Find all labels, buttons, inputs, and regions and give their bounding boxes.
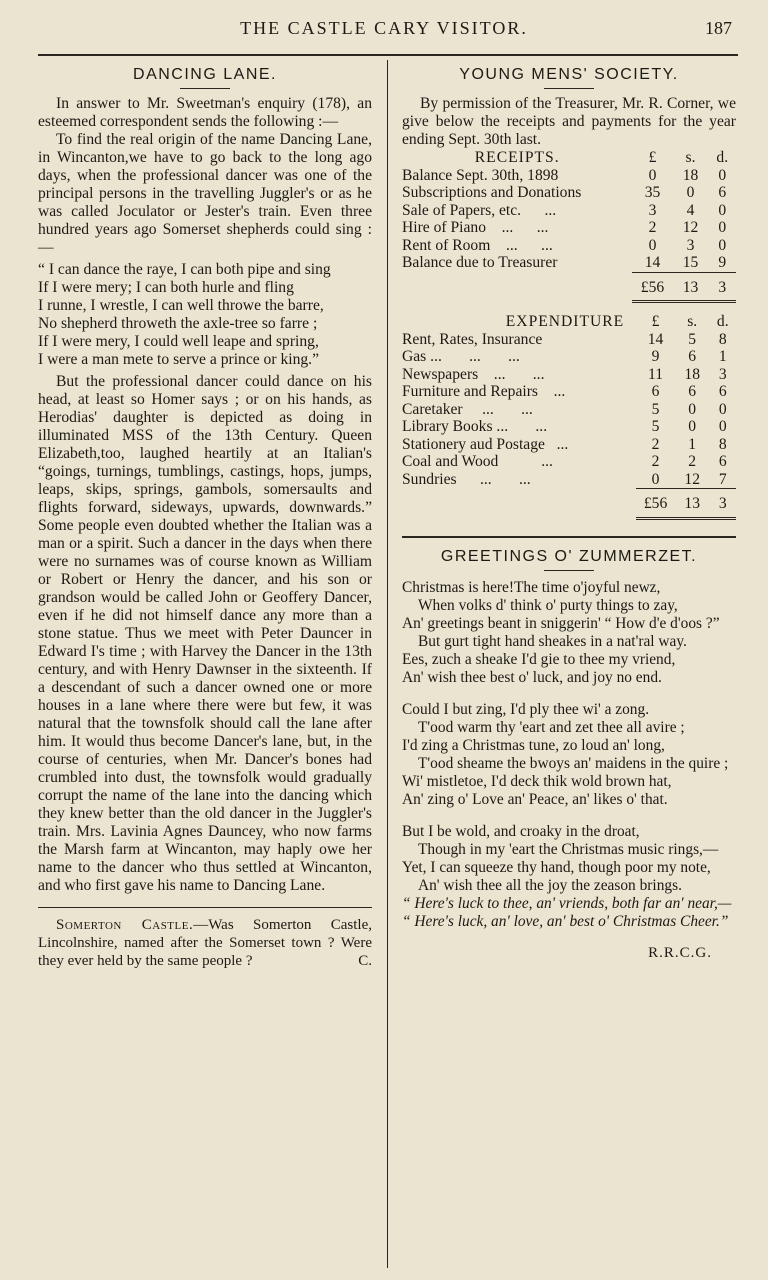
amount-shillings: 6 bbox=[688, 348, 697, 365]
poem-line: When volks d' think o' purty things to zay, bbox=[418, 596, 678, 614]
greetings-poem bbox=[402, 579, 736, 931]
title-rule bbox=[180, 88, 230, 89]
title-rule bbox=[544, 88, 594, 89]
amount-pounds: 2 bbox=[651, 453, 660, 470]
account-row bbox=[402, 167, 736, 185]
poem-line: T'ood sheame the bwoys an' maidens in the quire ; bbox=[418, 754, 729, 772]
amount-shillings: 12 bbox=[682, 219, 699, 236]
col-shillings: s. bbox=[685, 149, 696, 166]
amount-shillings: 0 bbox=[688, 400, 697, 418]
receipts-heading: RECEIPTS. bbox=[474, 149, 560, 166]
verse-line: No shepherd throweth the axle-tree so farre ; bbox=[38, 315, 318, 332]
total-pounds: £56 bbox=[636, 489, 675, 519]
expenditure-total-row bbox=[402, 489, 736, 519]
account-row bbox=[402, 184, 736, 202]
section-rule bbox=[402, 536, 736, 538]
verse-line: I runne, I wrestle, I can well throwe the barre, bbox=[38, 297, 324, 314]
amount-pounds: 6 bbox=[651, 383, 660, 400]
column-rule bbox=[387, 60, 388, 1268]
col-pounds: £ bbox=[651, 313, 660, 330]
amount-pence: 1 bbox=[718, 348, 727, 365]
somerton-text: —Was Somerton Castle, Lincolnshire, named after the Somerset town ? Were they ever held by the same people ? bbox=[38, 917, 372, 969]
col-pence: d. bbox=[716, 149, 729, 166]
amount-pounds: 5 bbox=[651, 418, 660, 435]
amount-shillings: 18 bbox=[684, 365, 700, 383]
paragraph: But the professional dancer could dance on his head, at least so Homer says ; or on his hands, as Herodias' daughter is depicted as doing in illuminated MSS of the 13th Century. Queen Elizabeth,too, laughed heartily at an Italian's “goings, turnings, tumblings, castings, hops, jumps, leaps, skips, springs, gambols, somersaults and flights forward, sideways, upwards, downwards.” Some people even doubted whether the Italian was a man or a spirit. Such a dancer in the days when there were no surnames was of course known as William or Robert or Henry the dancer, and his son or grandson would be called John or Geoffery Dancer, even if he did not himself dance any more than a stone statue. Thus we meet with Peter Dauncer in Edward I's time ; with Harvey the Dancer in the 13th century, and with Henry Dawnser in the sixteenth. If a descendant of such a dancer owned one or more houses in a lane where there were but few, it was natural that the townsfolk should call the lane after him. It would thus become Dancer's lane, but, in the course of centuries, when Mr. Dancer's bones had crumbled into dust, the townsfolk would gradually corrupt the name of the lane into the dancing which they knew better than the old dancer in the Juggler's train. Mrs. Lavinia Agnes Dauncey, who now farms the Marsh farm at Wincanton, may haply owe her name to the dancer who thus settled at Wincanton, and who first gave his name to Dancing Lane. bbox=[38, 373, 372, 894]
dancing-lane-title: DANCING LANE. bbox=[133, 66, 277, 83]
amount-pounds: 0 bbox=[648, 236, 657, 254]
poem-line: But gurt tight hand sheakes in a nat'ral way. bbox=[418, 632, 687, 650]
header-rule bbox=[38, 54, 738, 56]
receipts-total-row bbox=[402, 272, 736, 302]
account-item: Newspapers ... ... bbox=[402, 365, 545, 383]
total-pence: 3 bbox=[710, 489, 737, 519]
somerton-lead: Somerton Castle. bbox=[56, 917, 194, 933]
account-item: Sale of Papers, etc. ... bbox=[402, 201, 557, 219]
poem-line: An' wish thee best o' luck, and joy no end. bbox=[402, 668, 662, 686]
amount-pence: 9 bbox=[718, 254, 727, 271]
right-column bbox=[402, 58, 736, 962]
amount-pounds: 3 bbox=[648, 201, 657, 219]
amount-pounds: 2 bbox=[648, 219, 657, 236]
account-item: Rent of Room ... ... bbox=[402, 236, 553, 254]
amount-shillings: 3 bbox=[686, 236, 695, 254]
amount-pence: 0 bbox=[718, 236, 727, 254]
account-item: Subscriptions and Donations bbox=[402, 184, 582, 201]
running-head bbox=[0, 14, 768, 44]
amount-pence: 7 bbox=[718, 470, 727, 488]
poem-line: Wi' mistletoe, I'd deck thik wold brown hat, bbox=[402, 772, 672, 790]
amount-shillings: 0 bbox=[688, 418, 697, 435]
left-column bbox=[38, 58, 372, 970]
poem-line: “ Here's luck, an' love, an' best o' Christmas Cheer.” bbox=[402, 912, 729, 930]
account-item: Gas ... ... ... bbox=[402, 348, 520, 365]
account-item: Balance Sept. 30th, 1898 bbox=[402, 166, 559, 184]
account-row bbox=[402, 436, 736, 454]
amount-pence: 8 bbox=[718, 435, 727, 453]
amount-pence: 0 bbox=[718, 166, 727, 184]
amount-pounds: 9 bbox=[651, 348, 660, 365]
account-row bbox=[402, 383, 736, 401]
amount-shillings: 0 bbox=[686, 184, 695, 201]
poem-line: I'd zing a Christmas tune, zo loud an' long, bbox=[402, 736, 665, 754]
receipts-table bbox=[402, 149, 736, 303]
col-pence: d. bbox=[716, 313, 729, 330]
account-item: Hire of Piano ... ... bbox=[402, 219, 549, 236]
signature: R.R.C.G. bbox=[648, 944, 712, 961]
poem-line: T'ood warm thy 'eart and zet thee all avire ; bbox=[418, 718, 685, 736]
amount-shillings: 5 bbox=[688, 330, 697, 348]
expenditure-rows bbox=[402, 331, 736, 489]
page-number: 187 bbox=[705, 18, 732, 38]
poem-line: Christmas is here!The time o'joyful newz, bbox=[402, 578, 661, 596]
verse-line: I were a man mete to serve a prince or king.” bbox=[38, 351, 319, 368]
amount-shillings: 18 bbox=[682, 166, 699, 184]
account-row bbox=[402, 237, 736, 255]
account-row bbox=[402, 366, 736, 384]
poem-line: Could I but zing, I'd ply thee wi' a zong. bbox=[402, 700, 650, 718]
amount-shillings: 2 bbox=[688, 453, 697, 470]
amount-pence: 8 bbox=[718, 330, 727, 348]
poem-line: Yet, I can squeeze thy hand, though poor my note, bbox=[402, 858, 711, 876]
shepherd-verse bbox=[38, 261, 372, 369]
total-shillings: 13 bbox=[675, 489, 710, 519]
section-rule bbox=[38, 907, 372, 908]
poem-line: An' zing o' Love an' Peace, an' likes o' that. bbox=[402, 790, 668, 808]
account-item: Furniture and Repairs ... bbox=[402, 383, 566, 400]
amount-pence: 0 bbox=[718, 219, 727, 236]
total-shillings: 13 bbox=[673, 272, 709, 302]
account-item: Library Books ... ... bbox=[402, 418, 548, 435]
verse-line: “ I can dance the raye, I can both pipe and sing bbox=[38, 261, 331, 278]
amount-pence: 6 bbox=[718, 383, 727, 400]
account-row bbox=[402, 471, 736, 489]
account-row bbox=[402, 331, 736, 349]
account-row bbox=[402, 348, 736, 366]
running-title: THE CASTLE CARY VISITOR. bbox=[240, 18, 528, 38]
poem-stanza bbox=[402, 823, 736, 931]
amount-pence: 6 bbox=[718, 184, 727, 201]
amount-pounds: 14 bbox=[644, 254, 661, 271]
total-pence: 3 bbox=[708, 272, 736, 302]
amount-pounds: 5 bbox=[651, 400, 660, 418]
poem-line: Though in my 'eart the Christmas music rings,— bbox=[418, 840, 719, 858]
account-row bbox=[402, 453, 736, 471]
poem-line: Ees, zuch a sheake I'd gie to thee my vriend, bbox=[402, 650, 676, 668]
amount-shillings: 15 bbox=[682, 254, 699, 271]
poem-line: An' wish thee all the joy the zeason brings. bbox=[418, 876, 682, 894]
expenditure-table bbox=[402, 313, 736, 520]
amount-pence: 6 bbox=[718, 453, 727, 470]
col-shillings: s. bbox=[687, 313, 698, 330]
account-row bbox=[402, 219, 736, 237]
verse-line: If I were mery; I can both hurle and fling bbox=[38, 279, 294, 296]
amount-pence: 3 bbox=[718, 365, 727, 383]
account-item: Coal and Wood ... bbox=[402, 453, 553, 470]
amount-shillings: 4 bbox=[686, 201, 695, 219]
poem-line: “ Here's luck to thee, an' vriends, both far an' near,— bbox=[402, 894, 732, 912]
amount-pounds: 11 bbox=[648, 365, 664, 383]
account-item: Balance due to Treasurer bbox=[402, 254, 558, 271]
account-row bbox=[402, 254, 736, 272]
account-item: Rent, Rates, Insurance bbox=[402, 330, 543, 348]
poem-stanza bbox=[402, 579, 736, 687]
account-row bbox=[402, 418, 736, 436]
ymsociety-title: YOUNG MENS' SOCIETY. bbox=[459, 66, 679, 83]
amount-pounds: 35 bbox=[644, 184, 661, 201]
paragraph: In answer to Mr. Sweetman's enquiry (178), an esteemed correspondent sends the following :— bbox=[38, 95, 372, 130]
account-item: Stationery aud Postage ... bbox=[402, 435, 569, 453]
amount-pounds: 0 bbox=[648, 166, 657, 184]
account-item: Caretaker ... ... bbox=[402, 400, 533, 418]
amount-shillings: 6 bbox=[688, 383, 697, 400]
greetings-title: GREETINGS O' ZUMMERZET. bbox=[440, 547, 698, 565]
poem-stanza bbox=[402, 701, 736, 809]
account-row bbox=[402, 202, 736, 220]
somerton-initial: C. bbox=[358, 953, 372, 969]
poem-line: But I be wold, and croaky in the droat, bbox=[402, 822, 640, 840]
amount-pence: 0 bbox=[718, 400, 727, 418]
title-rule bbox=[544, 570, 594, 571]
amount-shillings: 1 bbox=[688, 435, 697, 453]
amount-pence: 0 bbox=[718, 418, 727, 435]
account-item: Sundries ... ... bbox=[402, 470, 531, 488]
amount-shillings: 12 bbox=[684, 470, 700, 488]
expenditure-heading: EXPENDITURE bbox=[505, 313, 625, 330]
ymsociety-intro: By permission of the Treasurer, Mr. R. Corner, we give below the receipts and payments for the year ending Sept. 30th last. bbox=[402, 95, 736, 148]
account-row bbox=[402, 401, 736, 419]
col-pounds: £ bbox=[648, 149, 657, 166]
receipts-rows bbox=[402, 167, 736, 273]
amount-pounds: 2 bbox=[651, 435, 660, 453]
amount-pence: 0 bbox=[718, 201, 727, 219]
poem-line: An' greetings beant in sniggerin' “ How d'e d'oos ?” bbox=[402, 614, 720, 632]
amount-pounds: 14 bbox=[647, 330, 664, 348]
verse-line: If I were mery, I could well leape and spring, bbox=[38, 333, 319, 350]
paragraph: To find the real origin of the name Dancing Lane, in Wincanton,we have to go back to the long ago days, when the professional dancer was one of the principal persons in the travelling Juggler's or as he was called Joculator or Jester's train. Even three hundred years ago Somerset shepherds could sing :— bbox=[38, 131, 372, 256]
total-pounds: £56 bbox=[632, 272, 672, 302]
amount-pounds: 0 bbox=[651, 470, 660, 488]
